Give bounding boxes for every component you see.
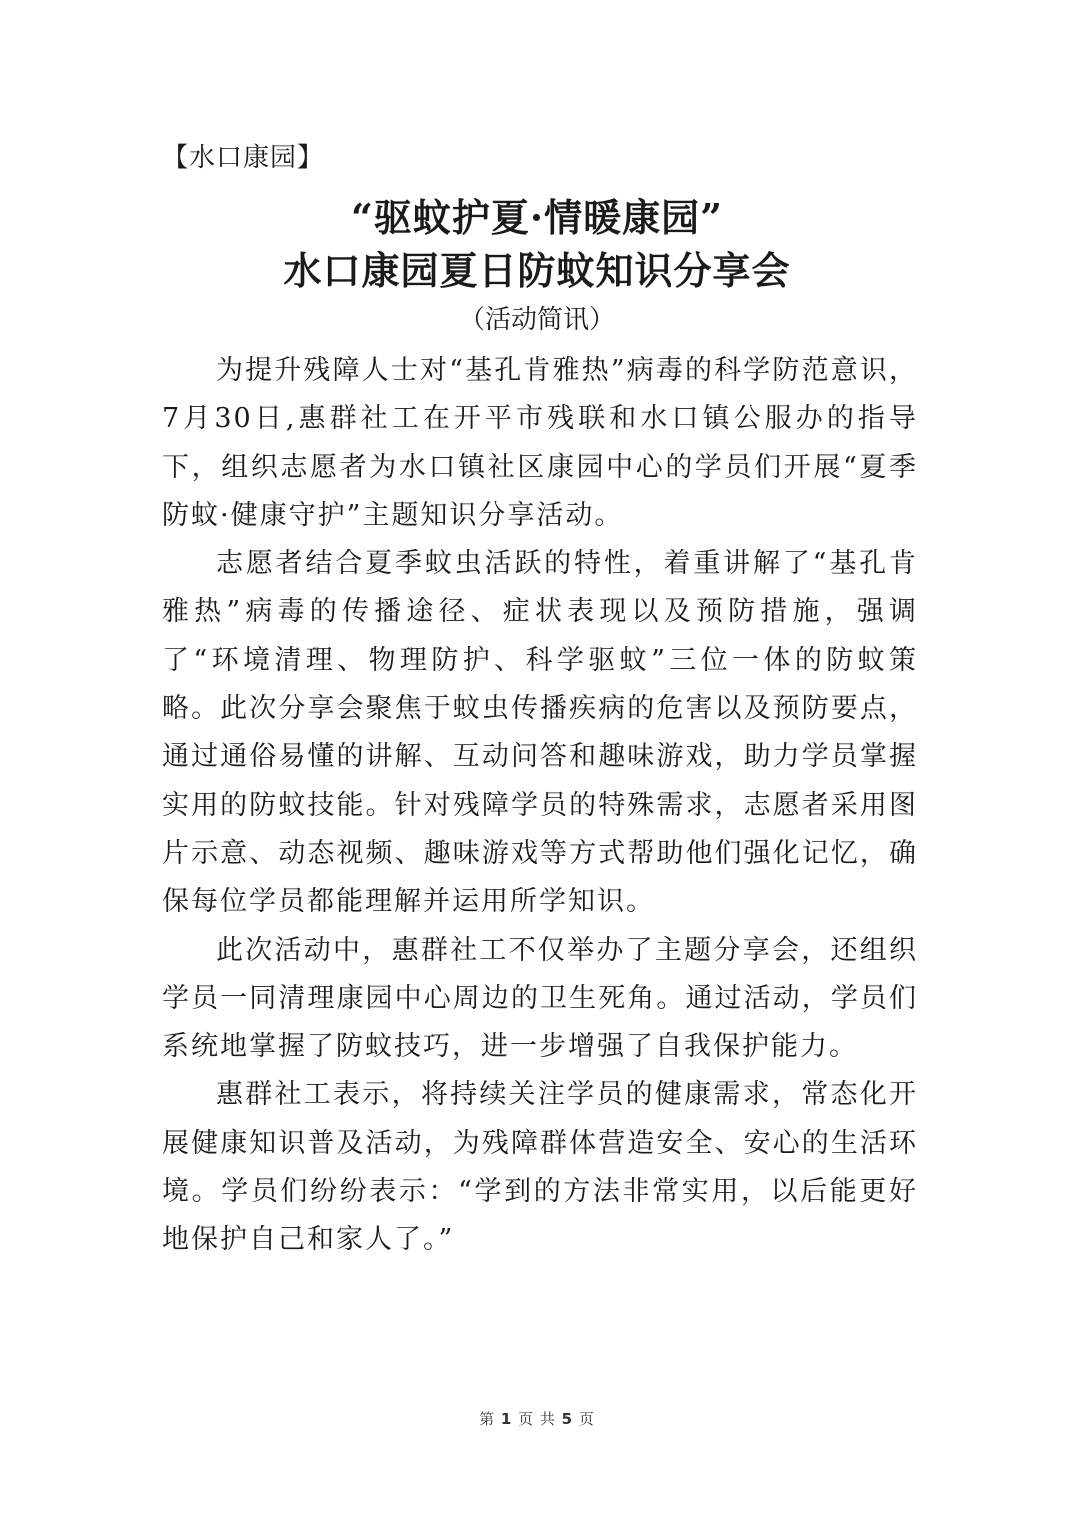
footer-prefix: 第 bbox=[479, 1410, 496, 1428]
paragraph-1: 为提升残障人士对“基孔肯雅热”病毒的科学防范意识，7月30日,惠群社工在开平市残联和水口镇公服办的指导下，组织志愿者为水口镇社区康园中心的学员们开展“夏季防蚊·健康守护”主题知识分享活动。 bbox=[162, 355, 918, 531]
paragraph-2: 志愿者结合夏季蚊虫活跃的特性，着重讲解了“基孔肯雅热”病毒的传播途径、症状表现以及预防措施，强调了“环境清理、物理防护、科学驱蚊”三位一体的防蚊策略。此次分享会聚焦于蚊虫传播疾病的危害以及预防要点，通过通俗易懂的讲解、互动问答和趣味游戏，助力学员掌握实用的防蚊技能。针对残障学员的特殊需求，志愿者采用图片示意、动态视频、趣味游戏等方式帮助他们强化记忆，确保每位学员都能理解并运用所学知识。 bbox=[162, 548, 918, 918]
paragraph-4: 惠群社工表示，将持续关注学员的健康需求，常态化开展健康知识普及活动，为残障群体营造安全、安心的生活环境。学员们纷纷表示：“学到的方法非常实用，以后能更好地保护自己和家人了。” bbox=[162, 1079, 918, 1256]
page-total: 5 bbox=[561, 1410, 574, 1428]
article-body bbox=[162, 347, 918, 1265]
page-footer bbox=[0, 1408, 1074, 1430]
title-line-1: “驱蚊护夏·情暖康园” bbox=[351, 195, 723, 240]
column-tag: 【水口康园】 bbox=[162, 143, 325, 173]
title-line-2: 水口康园夏日防蚊知识分享会 bbox=[283, 248, 791, 293]
subtitle: （活动简讯） bbox=[458, 305, 615, 335]
page-number: 1 bbox=[500, 1410, 513, 1428]
footer-middle: 页 共 bbox=[518, 1410, 556, 1428]
footer-suffix: 页 bbox=[578, 1410, 595, 1428]
paragraph-3: 此次活动中，惠群社工不仅举办了主题分享会，还组织学员一同清理康园中心周边的卫生死角。通过活动，学员们系统地掌握了防蚊技巧，进一步增强了自我保护能力。 bbox=[162, 934, 918, 1063]
